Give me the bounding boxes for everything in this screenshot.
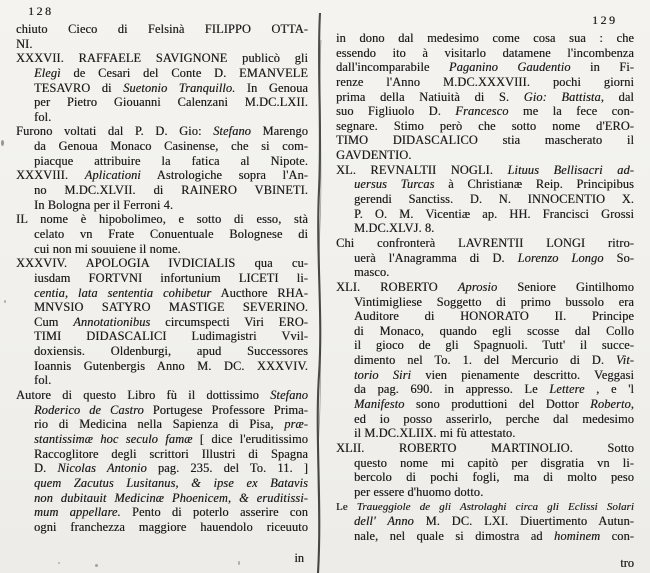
roman-text: questo nome mi capitò per disgratia vn li- [354, 455, 634, 470]
text-line [16, 51, 308, 66]
roman-text: me la fece con- [508, 104, 634, 119]
italic-text: non dubitauit Medicinæ Phoenicem, & eruditissi- [34, 490, 308, 505]
text-line [16, 286, 308, 301]
text-line [336, 177, 634, 192]
text-line [16, 242, 308, 257]
roman-text: segnare. Stimo però che sotto nome d'ERO- [336, 118, 634, 133]
text-line [336, 324, 634, 339]
italic-text: Manifesto [354, 397, 405, 412]
roman-text: P. O. M. Vicentiæ ap. HH. Francisci Grossi [354, 206, 634, 221]
roman-text: il gioco de gli Spagnuoli. Tutt' il succe- [354, 338, 634, 353]
text-line [16, 271, 308, 286]
roman-text: dimento nel To. 1. del Mercurio di D. [354, 353, 616, 368]
roman-text: Pento di poterlo asserire con [120, 505, 308, 520]
catchword-left: in [294, 551, 304, 565]
text-line [336, 104, 634, 119]
roman-text: à Christianæ Reip. Principibus [434, 177, 634, 192]
text-line [336, 148, 634, 163]
text-line [336, 368, 634, 383]
text-line [336, 192, 634, 207]
roman-text: D. [34, 461, 58, 476]
text-line [336, 470, 634, 485]
roman-text: GAVDENTIO. [336, 148, 412, 163]
roman-text: TESAVRO di [34, 80, 124, 95]
italic-text: Annotationibus [73, 314, 151, 329]
roman-text: rio di Medicina nella Sapienza di Pisa, [34, 417, 285, 432]
roman-text: M. DC. LXI. Diuertimento Autun- [413, 514, 634, 529]
roman-text: fol. [34, 109, 52, 124]
italic-text: præ- [284, 417, 308, 432]
roman-text: con- [600, 528, 634, 543]
text-line [336, 163, 634, 178]
text-line [336, 456, 634, 471]
text-line [16, 476, 308, 491]
roman-text: piacque attribuire la fatica al Nipote. [34, 153, 308, 168]
roman-text: di Monaco, quando egli scosse dal Collo [354, 323, 634, 338]
text-line [16, 124, 308, 139]
text-line [16, 22, 308, 37]
italic-text: quem Zacutus Lusitanus, & ipse ex Batavis [34, 475, 308, 490]
text-line [336, 280, 634, 295]
text-line [336, 485, 634, 500]
roman-text: Chi confronterà LAVRENTII LONGI ritro- [336, 235, 634, 250]
roman-text: celato vn Frate Conuentuale Bolognese di [34, 226, 308, 241]
italic-text: Stefano [213, 124, 251, 139]
roman-text: Raccoglitore degli scrittori Illustri di Spagna [34, 446, 308, 461]
text-line [336, 426, 634, 441]
text-line [336, 309, 634, 324]
roman-text: nale, nel quale si dimostra ad [354, 528, 555, 543]
text-line [16, 388, 308, 403]
roman-text: chiuto Cieco di Felsinà FILIPPO OTTA- [16, 22, 308, 36]
roman-text: , e 'l [584, 382, 634, 397]
roman-text: Auditore di HONORATO II. Principe [354, 309, 634, 324]
roman-text: XLI. ROBERTO [336, 279, 458, 294]
roman-text: Ioannis Gutenbergis Anno M. DC. XXXVIV. [34, 358, 308, 373]
text-line [336, 251, 634, 266]
text-line [16, 505, 308, 520]
scan-speckle [58, 562, 60, 564]
text-line [336, 441, 634, 456]
text-line [336, 31, 634, 46]
roman-text: prima della Natiuità di S. [336, 89, 524, 104]
roman-text: , dal [600, 89, 634, 104]
roman-text: Aucthore RHA- [211, 285, 308, 300]
italic-text: Traueggiole de gli Astrolaghi circa gli Eclissi Solari [356, 500, 634, 513]
roman-text: Furono voltati dal P. D. Gio: [16, 124, 214, 139]
text-line [336, 514, 634, 529]
text-line [16, 403, 308, 418]
text-line [16, 212, 308, 227]
text-line [16, 37, 308, 52]
italic-text: Elegì [34, 65, 61, 80]
italic-text: Suetonio Tranquillo. [123, 80, 236, 95]
scan-speckle [1, 140, 4, 146]
roman-text: de Cesari del Conte D. EMANVELE [60, 65, 308, 80]
text-line [16, 154, 308, 169]
right-column [336, 31, 634, 543]
text-line [336, 265, 634, 280]
text-line [16, 359, 308, 374]
text-line [16, 432, 308, 447]
roman-text: il M.DC.XLIIX. mi fù attestato. [354, 426, 516, 441]
roman-text: gerendi Sanctiss. D. N. INNOCENTIO X. [354, 192, 634, 207]
text-line [16, 168, 308, 183]
page-number-right: 129 [592, 13, 618, 27]
text-line [336, 412, 634, 427]
italic-text: Francesco [455, 104, 509, 119]
text-line [336, 46, 634, 61]
italic-text: Nicolas Antonio [57, 461, 147, 476]
text-line [16, 329, 308, 344]
roman-text: In Bologna per il Ferroni 4. [34, 197, 174, 212]
text-line [336, 75, 634, 90]
roman-text: no M.DC.XLVII. di RAINERO VBINETI. [34, 183, 308, 198]
italic-text: Aplicationi [84, 168, 141, 183]
roman-text: renze l'Anno M.DC.XXXVIII. pochi giorni [336, 74, 634, 89]
roman-text: da Genoua Monaco Casinense, che si com- [34, 139, 308, 154]
text-line [16, 373, 308, 388]
roman-text: ed io posso asserirlo, perche dal medesimo [354, 411, 634, 426]
roman-text: dall'incomparabile [336, 60, 449, 75]
italic-text: Lituus Bellisacri ad- [507, 162, 634, 177]
italic-text: Aprosio [457, 279, 498, 294]
text-line [336, 133, 634, 148]
roman-text: masco. [354, 265, 390, 280]
roman-text: pag. 235. del To. 11. ] [146, 461, 308, 476]
italic-text: Lorenzo Longo [517, 250, 604, 265]
roman-text: TIMO DIDASCALICO stia mascherato il [336, 133, 634, 148]
italic-text: uersus Turcas [354, 177, 435, 192]
scan-speckle [238, 561, 240, 565]
text-line [16, 66, 308, 81]
text-line [336, 90, 634, 105]
roman-text: in dono dal medesimo come cosa sua : che [336, 31, 634, 45]
roman-text: , [630, 397, 634, 412]
italic-text: mum appellare. [34, 505, 121, 520]
italic-text: Paganino Gaudentio [448, 60, 571, 75]
italic-text: Roderico de Castro [34, 402, 144, 417]
italic-text: dell' Anno [354, 514, 414, 529]
text-line [16, 81, 308, 96]
text-line [16, 520, 308, 535]
roman-text: doxiensis. Oldenburgi, apud Successores [34, 344, 308, 359]
text-line [336, 529, 634, 544]
italic-text: stantissimæ hoc seculo famæ [34, 431, 193, 446]
text-line [16, 256, 308, 271]
roman-text: sono produttioni del Dottor [404, 397, 591, 412]
text-line [336, 338, 634, 353]
roman-text: in Fi- [570, 60, 634, 75]
text-line [16, 110, 308, 125]
roman-text: XXXVIV. APOLOGIA IVDICIALIS qua cu- [16, 256, 308, 271]
left-column [16, 22, 308, 534]
text-line [16, 344, 308, 359]
roman-text: suo Figliuolo D. [336, 104, 456, 119]
text-line [16, 447, 308, 462]
roman-text: In Genoua [235, 80, 308, 95]
roman-text: Le [336, 500, 357, 513]
text-line [16, 183, 308, 198]
text-line [16, 461, 308, 476]
text-line [336, 236, 634, 251]
roman-text: IL nome è hipobolimeo, e sotto di esso, stà [16, 212, 308, 227]
roman-text: Cum [34, 314, 74, 329]
roman-text: per essere d'huomo dotto. [354, 484, 484, 499]
text-line [16, 95, 308, 110]
scan-speckle [4, 300, 6, 303]
page-number-left: 128 [28, 4, 54, 18]
text-line [16, 198, 308, 213]
roman-text: XXXVII. RAFFAELE SAVIGNONE publicò gli [16, 51, 308, 66]
text-line [16, 315, 308, 330]
italic-text: Stefano [270, 388, 308, 403]
catchword-right: tro [620, 556, 634, 570]
roman-text: XL. REVNALTII NOGLI. [336, 162, 508, 177]
italic-text: centia, lata sententia cohibetur [34, 285, 212, 300]
italic-text: Lettere [549, 382, 585, 397]
text-line [16, 139, 308, 154]
roman-text: bercolo di pochi fogli, ma di molto peso [354, 470, 634, 485]
text-line [336, 119, 634, 134]
roman-text: So- [603, 250, 634, 265]
roman-text: Astrologiche sopra l'An- [140, 168, 308, 183]
italic-text: torio Siri [354, 367, 412, 382]
text-line [16, 227, 308, 242]
roman-text: ogni franchezza maggiore hauendolo riceuuto [34, 519, 308, 534]
roman-text: iusdam FORTVNI infortunium LICETI li- [34, 270, 308, 285]
text-line [16, 300, 308, 315]
roman-text: Seniore Gintilhomo [497, 279, 634, 294]
roman-text: Marengo [250, 124, 308, 139]
roman-text: [ dice l'eruditissimo [192, 431, 308, 446]
text-line [16, 491, 308, 506]
italic-text: Gio: Battista [523, 89, 601, 104]
roman-text: XLII. ROBERTO MARTINOLIO. Sotto [336, 440, 634, 455]
italic-text: hominem [554, 528, 601, 543]
text-line [336, 382, 634, 397]
roman-text: per Pietro Giouanni Calenzani M.DC.LXII. [34, 95, 308, 110]
italic-text: Roberto [590, 397, 631, 412]
roman-text: uerà l'Anagramma di D. [354, 250, 518, 265]
text-line [336, 295, 634, 310]
text-line [16, 417, 308, 432]
roman-text: Autore di questo Libro fù il dottissimo [16, 388, 271, 403]
roman-text: Vintimigliese Soggetto di primo bussolo era [354, 294, 634, 309]
roman-text: NI. [16, 36, 33, 51]
text-line [336, 500, 634, 515]
roman-text: vien pienamente descritto. Veggasi [411, 367, 634, 382]
roman-text: M.DC.XLVJ. 8. [354, 221, 435, 236]
text-line [336, 353, 634, 368]
roman-text: TIMI DIDASCALICI Ludimagistri Vvil- [34, 329, 308, 344]
roman-text: cui non mi souuiene il nome. [34, 241, 181, 256]
roman-text: MNVSIO SATYRO MASTIGE SEVERINO. [34, 300, 308, 315]
roman-text: essendo ito à visitarlo datamene l'incombenza [336, 45, 634, 60]
roman-text: XXXVIII. [16, 168, 85, 183]
text-line [336, 60, 634, 75]
roman-text: fol. [34, 373, 52, 388]
italic-text: Vit- [615, 353, 634, 368]
roman-text: da pag. 690. in appresso. Le [354, 382, 550, 397]
text-line [336, 397, 634, 412]
text-line [336, 221, 634, 236]
roman-text: Portugese Professore Prima- [143, 402, 308, 417]
scan-speckle [95, 564, 98, 567]
text-line [336, 207, 634, 222]
roman-text: circumspecti Viri ERO- [150, 314, 308, 329]
